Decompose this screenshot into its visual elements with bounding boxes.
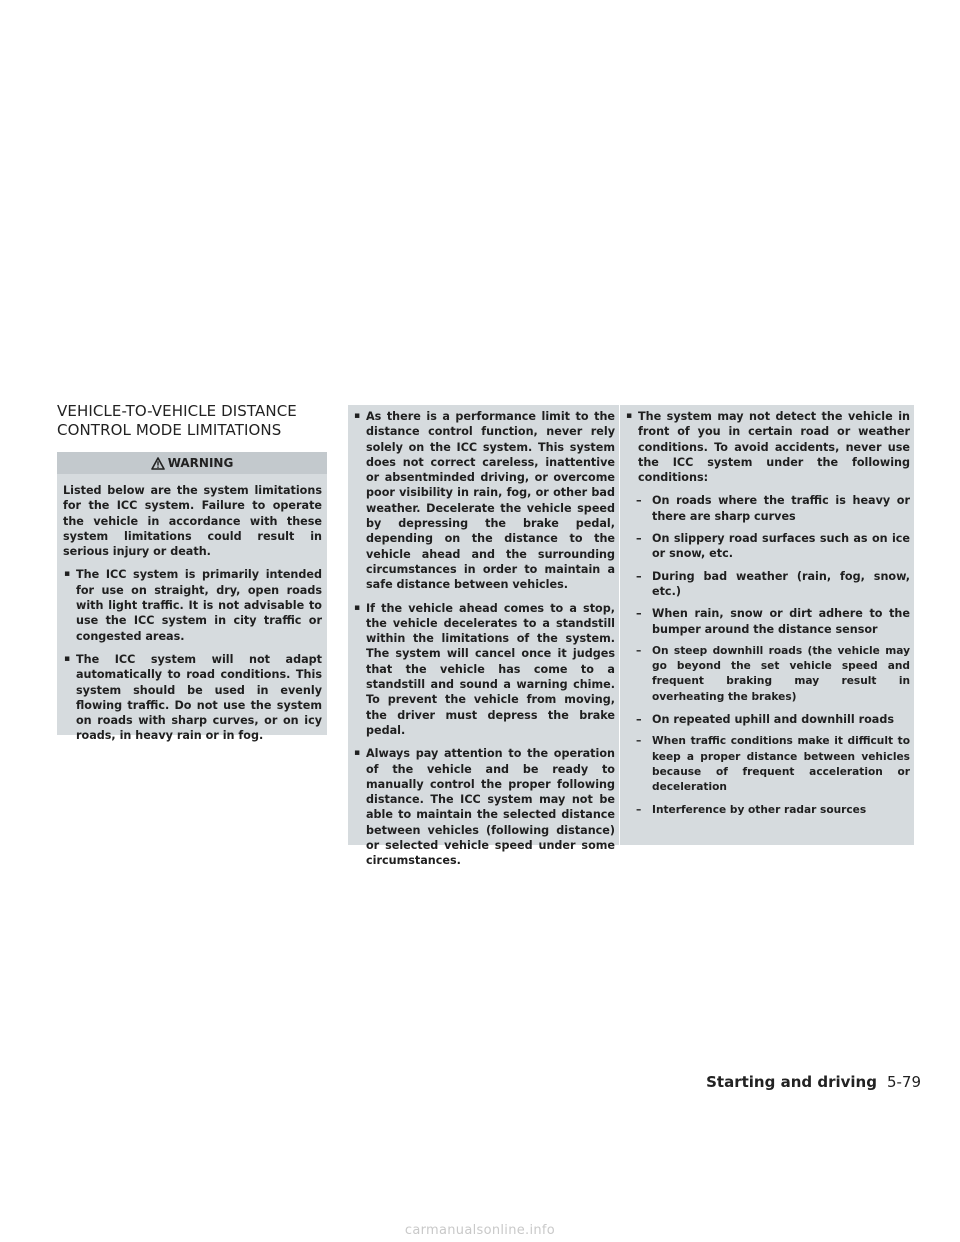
- warning-intro: Listed below are the system limitations for the ICC system. Failure to operate the vehicle in accordance with these system limitations could result in serious injury or death.: [63, 484, 322, 559]
- condition-text: On slippery road surfaces such as on ice or snow, etc.: [652, 532, 910, 561]
- warning-box: [57, 452, 327, 743]
- page-number: 5-79: [886, 1073, 921, 1091]
- condition-text: On roads where the traffic is heavy or there are sharp curves: [652, 494, 910, 523]
- dash-marker: –: [636, 494, 642, 508]
- dash-marker: –: [636, 735, 642, 748]
- condition-item: [625, 712, 910, 727]
- watermark: carmanualsonline.info: [404, 1223, 556, 1238]
- warning-continuation-column-2: [348, 405, 619, 868]
- condition-item: [625, 644, 910, 705]
- section-title: [57, 402, 332, 440]
- footer-section-name: Starting and driving: [706, 1073, 877, 1091]
- condition-item: [625, 803, 910, 818]
- warning-bullet: ▪ The system may not detect the vehicle in front of you in certain road or weather conditions. To avoid accidents, never use the ICC system under the following conditions:: [625, 409, 910, 485]
- condition-text: Interference by other radar sources: [652, 803, 867, 816]
- warning-bullet: ▪ The ICC system will not adapt automatically to road conditions. This system should be used in evenly flowing traffic. Do not use the system on roads with sharp curves, or on icy roads, in heavy rain or in fog.: [63, 652, 322, 744]
- warning-triangle-icon: [151, 457, 165, 470]
- condition-item: [625, 531, 910, 562]
- condition-item: [625, 606, 910, 637]
- page-footer: [706, 1073, 921, 1091]
- condition-text: On steep downhill roads (the vehicle may go beyond the set vehicle speed and frequent braking may result in overheating the brakes): [652, 644, 910, 703]
- warning-bullet: ▪ If the vehicle ahead comes to a stop, the vehicle decelerates to a standstill within the limitations of the system. The system will cancel once it judges that the vehicle has come to a standstill and sound a warning chime. To prevent the vehicle from moving, the driver must depress the brake pedal.: [353, 601, 615, 739]
- condition-text: During bad weather (rain, fog, snow, etc.): [652, 569, 910, 598]
- dash-marker: –: [636, 803, 642, 816]
- dash-marker: –: [636, 569, 642, 583]
- dash-marker: –: [636, 607, 642, 621]
- condition-text: When traffic conditions make it difficult to keep a proper distance between vehicles because of frequent acceleration or deceleration: [652, 735, 910, 794]
- warning-bullet: ▪ As there is a performance limit to the distance control function, never rely solely on the ICC system. This system does not correct careless, inattentive or absentminded driving, or overcome poor visibility in rain, fog, or other bad weather. Decelerate the vehicle speed by depressing the brake pedal, depending on the distance to the vehicle ahead and the surrounding circumstances in order to maintain a safe distance between vehicles.: [353, 409, 615, 593]
- dash-marker: –: [636, 713, 642, 727]
- warning-bullet: ▪ The ICC system is primarily intended for use on straight, dry, open roads with light traffic. It is not advisable to use the ICC system in city traffic or congested areas.: [63, 567, 322, 643]
- section-title-line-2: CONTROL MODE LIMITATIONS: [57, 421, 282, 439]
- condition-item: [625, 493, 910, 524]
- warning-heading: WARNING: [167, 456, 234, 470]
- warning-bullet: ▪ Always pay attention to the operation of the vehicle and be ready to manually control the proper following distance. The ICC system may not be able to maintain the selected distance between vehicles (following distance) or selected vehicle speed under some circumstances.: [353, 746, 615, 868]
- warning-continuation-column-3: [620, 405, 914, 845]
- condition-text: On repeated uphill and downhill roads: [652, 713, 894, 727]
- condition-item: [625, 734, 910, 795]
- dash-marker: –: [636, 532, 642, 546]
- warning-header: [57, 452, 327, 474]
- section-title-line-1: VEHICLE-TO-VEHICLE DISTANCE: [57, 402, 297, 420]
- condition-text: When rain, snow or dirt adhere to the bumper around the distance sensor: [652, 607, 910, 636]
- condition-item: [625, 569, 910, 600]
- dash-marker: –: [636, 644, 642, 657]
